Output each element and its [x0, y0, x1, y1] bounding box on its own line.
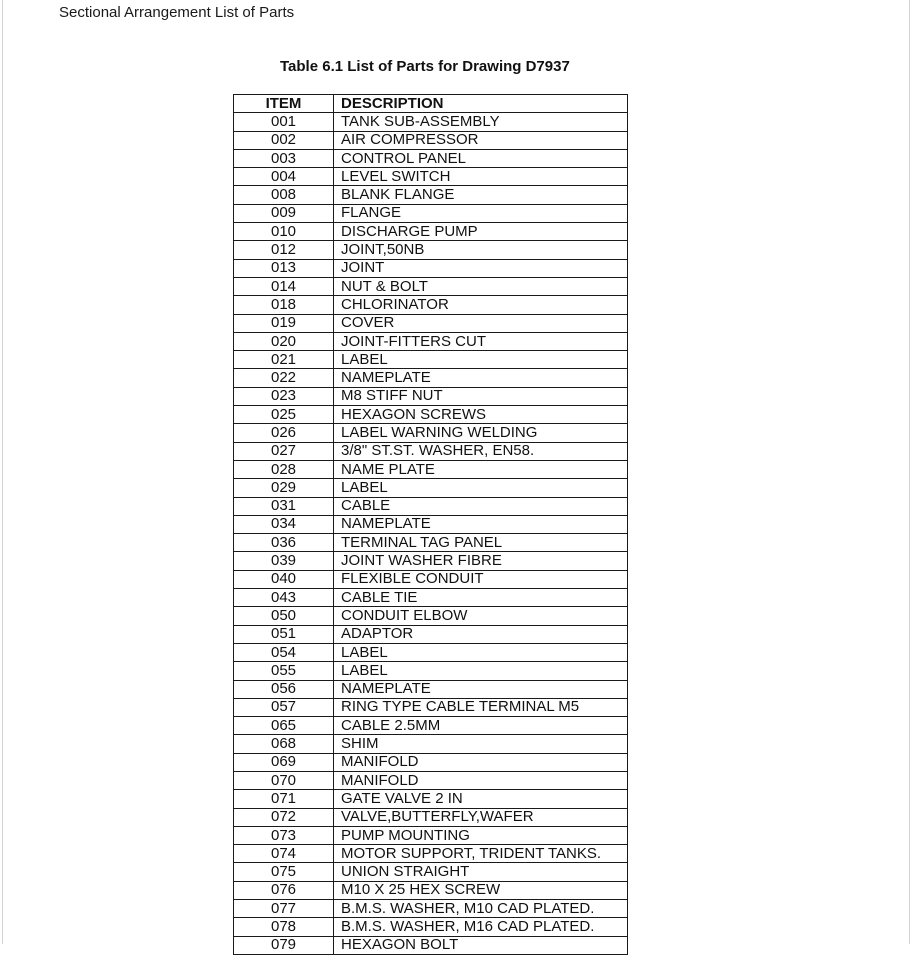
- table-row: [234, 259, 628, 277]
- description-cell: M8 STIFF NUT: [334, 387, 628, 405]
- table-row: [234, 570, 628, 588]
- item-number-cell: 068: [234, 735, 334, 753]
- table-row: [234, 406, 628, 424]
- description-cell: VALVE,BUTTERFLY,WAFER: [334, 808, 628, 826]
- table-row: [234, 277, 628, 295]
- item-number-cell: 050: [234, 607, 334, 625]
- item-number-cell: 001: [234, 113, 334, 131]
- table-row: [234, 900, 628, 918]
- table-row: [234, 771, 628, 789]
- description-cell: LABEL: [334, 662, 628, 680]
- item-number-cell: 003: [234, 149, 334, 167]
- item-number-cell: 012: [234, 241, 334, 259]
- item-number-cell: 010: [234, 223, 334, 241]
- table-row: [234, 515, 628, 533]
- table-row: [234, 643, 628, 661]
- table-row: [234, 314, 628, 332]
- item-number-cell: 056: [234, 680, 334, 698]
- description-cell: HEXAGON BOLT: [334, 936, 628, 954]
- table-row: [234, 936, 628, 954]
- table-row: [234, 424, 628, 442]
- item-number-cell: 054: [234, 643, 334, 661]
- item-number-cell: 076: [234, 881, 334, 899]
- table-row: [234, 442, 628, 460]
- item-number-cell: 070: [234, 771, 334, 789]
- description-cell: PUMP MOUNTING: [334, 826, 628, 844]
- description-cell: SHIM: [334, 735, 628, 753]
- item-number-cell: 031: [234, 497, 334, 515]
- item-number-cell: 027: [234, 442, 334, 460]
- table-row: [234, 479, 628, 497]
- item-number-cell: 040: [234, 570, 334, 588]
- table-row: [234, 369, 628, 387]
- table-row: [234, 625, 628, 643]
- table-row: [234, 863, 628, 881]
- item-number-cell: 073: [234, 826, 334, 844]
- description-cell: B.M.S. WASHER, M10 CAD PLATED.: [334, 900, 628, 918]
- item-number-cell: 057: [234, 698, 334, 716]
- table-row: [234, 698, 628, 716]
- description-cell: LABEL: [334, 479, 628, 497]
- description-cell: LABEL: [334, 643, 628, 661]
- table-row: [234, 204, 628, 222]
- description-cell: UNION STRAIGHT: [334, 863, 628, 881]
- item-number-cell: 002: [234, 131, 334, 149]
- table-row: [234, 534, 628, 552]
- table-row: [234, 881, 628, 899]
- column-header-description: DESCRIPTION: [334, 95, 628, 113]
- table-row: [234, 131, 628, 149]
- description-cell: LABEL WARNING WELDING: [334, 424, 628, 442]
- description-cell: DISCHARGE PUMP: [334, 223, 628, 241]
- table-row: [234, 735, 628, 753]
- description-cell: 3/8" ST.ST. WASHER, EN58.: [334, 442, 628, 460]
- item-number-cell: 036: [234, 534, 334, 552]
- table-row: [234, 918, 628, 936]
- table-row: [234, 332, 628, 350]
- description-cell: RING TYPE CABLE TERMINAL M5: [334, 698, 628, 716]
- item-number-cell: 055: [234, 662, 334, 680]
- table-row: [234, 351, 628, 369]
- item-number-cell: 028: [234, 460, 334, 478]
- item-number-cell: 078: [234, 918, 334, 936]
- table-title: Table 6.1 List of Parts for Drawing D7937: [280, 58, 570, 75]
- item-number-cell: 018: [234, 296, 334, 314]
- table-row: [234, 826, 628, 844]
- description-cell: CHLORINATOR: [334, 296, 628, 314]
- table-row: [234, 149, 628, 167]
- table-row: [234, 607, 628, 625]
- item-number-cell: 021: [234, 351, 334, 369]
- item-number-cell: 019: [234, 314, 334, 332]
- description-cell: GATE VALVE 2 IN: [334, 790, 628, 808]
- table-row: [234, 680, 628, 698]
- item-number-cell: 023: [234, 387, 334, 405]
- description-cell: NAMEPLATE: [334, 680, 628, 698]
- page-header-title: Sectional Arrangement List of Parts: [59, 4, 295, 21]
- item-number-cell: 026: [234, 424, 334, 442]
- item-number-cell: 075: [234, 863, 334, 881]
- description-cell: JOINT,50NB: [334, 241, 628, 259]
- item-number-cell: 071: [234, 790, 334, 808]
- table-row: [234, 717, 628, 735]
- table-row: [234, 497, 628, 515]
- table-row: [234, 753, 628, 771]
- description-cell: ADAPTOR: [334, 625, 628, 643]
- table-header-row: [234, 95, 628, 113]
- description-cell: M10 X 25 HEX SCREW: [334, 881, 628, 899]
- item-number-cell: 069: [234, 753, 334, 771]
- item-number-cell: 014: [234, 277, 334, 295]
- description-cell: LABEL: [334, 351, 628, 369]
- parts-table: [233, 94, 628, 955]
- description-cell: AIR COMPRESSOR: [334, 131, 628, 149]
- table-row: [234, 589, 628, 607]
- item-number-cell: 009: [234, 204, 334, 222]
- table-row: [234, 241, 628, 259]
- description-cell: NUT & BOLT: [334, 277, 628, 295]
- item-number-cell: 039: [234, 552, 334, 570]
- description-cell: NAMEPLATE: [334, 369, 628, 387]
- item-number-cell: 022: [234, 369, 334, 387]
- description-cell: NAMEPLATE: [334, 515, 628, 533]
- item-number-cell: 034: [234, 515, 334, 533]
- description-cell: JOINT WASHER FIBRE: [334, 552, 628, 570]
- table-row: [234, 460, 628, 478]
- item-number-cell: 077: [234, 900, 334, 918]
- column-header-item: ITEM: [234, 95, 334, 113]
- table-row: [234, 808, 628, 826]
- item-number-cell: 029: [234, 479, 334, 497]
- description-cell: CONDUIT ELBOW: [334, 607, 628, 625]
- description-cell: JOINT-FITTERS CUT: [334, 332, 628, 350]
- item-number-cell: 020: [234, 332, 334, 350]
- table-row: [234, 387, 628, 405]
- description-cell: LEVEL SWITCH: [334, 168, 628, 186]
- description-cell: MANIFOLD: [334, 753, 628, 771]
- item-number-cell: 079: [234, 936, 334, 954]
- table-row: [234, 845, 628, 863]
- table-row: [234, 168, 628, 186]
- item-number-cell: 013: [234, 259, 334, 277]
- description-cell: MOTOR SUPPORT, TRIDENT TANKS.: [334, 845, 628, 863]
- table-row: [234, 552, 628, 570]
- description-cell: JOINT: [334, 259, 628, 277]
- table-row: [234, 223, 628, 241]
- description-cell: HEXAGON SCREWS: [334, 406, 628, 424]
- description-cell: COVER: [334, 314, 628, 332]
- description-cell: BLANK FLANGE: [334, 186, 628, 204]
- description-cell: NAME PLATE: [334, 460, 628, 478]
- description-cell: CABLE 2.5MM: [334, 717, 628, 735]
- item-number-cell: 074: [234, 845, 334, 863]
- description-cell: FLEXIBLE CONDUIT: [334, 570, 628, 588]
- item-number-cell: 072: [234, 808, 334, 826]
- description-cell: TANK SUB-ASSEMBLY: [334, 113, 628, 131]
- description-cell: B.M.S. WASHER, M16 CAD PLATED.: [334, 918, 628, 936]
- table-row: [234, 186, 628, 204]
- description-cell: MANIFOLD: [334, 771, 628, 789]
- parts-table-body: [234, 113, 628, 955]
- item-number-cell: 043: [234, 589, 334, 607]
- item-number-cell: 051: [234, 625, 334, 643]
- table-row: [234, 296, 628, 314]
- item-number-cell: 008: [234, 186, 334, 204]
- description-cell: FLANGE: [334, 204, 628, 222]
- description-cell: TERMINAL TAG PANEL: [334, 534, 628, 552]
- table-row: [234, 113, 628, 131]
- description-cell: CONTROL PANEL: [334, 149, 628, 167]
- item-number-cell: 004: [234, 168, 334, 186]
- item-number-cell: 025: [234, 406, 334, 424]
- description-cell: CABLE: [334, 497, 628, 515]
- item-number-cell: 065: [234, 717, 334, 735]
- table-row: [234, 790, 628, 808]
- table-row: [234, 662, 628, 680]
- description-cell: CABLE TIE: [334, 589, 628, 607]
